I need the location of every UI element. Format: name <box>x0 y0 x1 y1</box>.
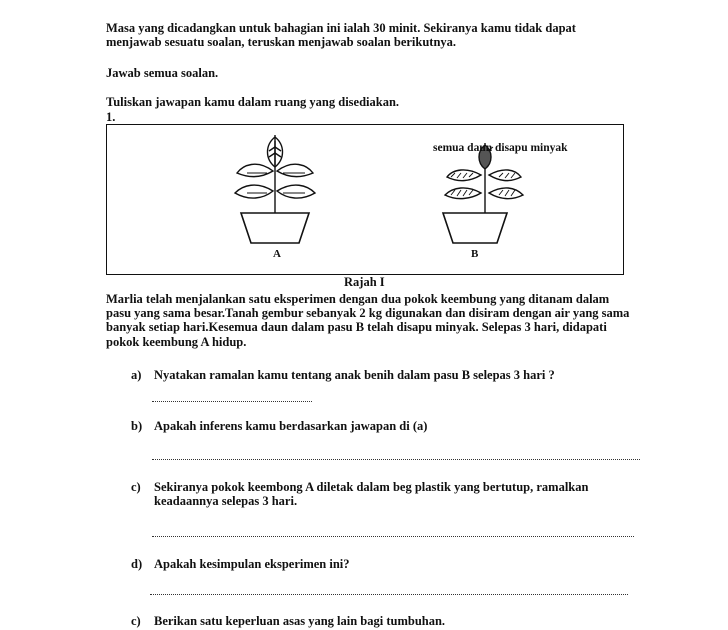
answer-line-d[interactable] <box>150 594 628 595</box>
part-c-letter: c) <box>131 480 141 494</box>
part-a-text: Nyatakan ramalan kamu tentang anak benih dalam pasu B selepas 3 hari ? <box>154 368 555 382</box>
figure-caption: Rajah I <box>344 275 385 289</box>
answer-line-b[interactable] <box>152 459 640 460</box>
pot-a <box>241 213 309 243</box>
part-d-letter: d) <box>131 557 143 571</box>
pot-b <box>443 213 507 243</box>
part-d-text: Apakah kesimpulan eksperimen ini? <box>154 557 350 571</box>
part-a-letter: a) <box>131 368 142 382</box>
label-b: B <box>471 248 479 260</box>
instruction-text: Masa yang dicadangkan untuk bahagian ini ialah 30 minit. Sekiranya kamu tidak dapat menjawab sesuatu soalan, teruskan menjawab soalan berikutnya. <box>106 21 576 50</box>
figure-annotation: semua daun disapu minyak <box>433 142 568 154</box>
label-a: A <box>273 248 281 260</box>
write-answers-text: Tuliskan jawapan kamu dalam ruang yang disediakan. <box>106 95 400 109</box>
part-e-letter: c) <box>131 614 141 628</box>
plant-a-illustration <box>235 135 315 213</box>
question-stem: Marlia telah menjalankan satu eksperimen dengan dua pokok keembung yang ditanam dalam pasu yang sama besar.Tanah gembur sebanyak 2 kg digunakan dan disiram dengan air yang sama banyak setiap hari.Kesemua daun dalam pasu B telah disapu minyak. Selepas 3 hari, didapati pokok keembung A hidup. <box>106 292 630 349</box>
answer-all-text: Jawab semua soalan. <box>106 66 219 80</box>
figure-box <box>106 124 624 275</box>
part-c-text: Sekiranya pokok keembong A diletak dalam beg plastik yang bertutup, ramalkan keadaannya selepas 3 hari. <box>154 480 589 509</box>
part-b-text: Apakah inferens kamu berdasarkan jawapan di (a) <box>154 419 428 433</box>
answer-line-c[interactable] <box>152 536 634 537</box>
answer-line-a[interactable] <box>152 401 312 402</box>
question-number: 1. <box>106 110 116 124</box>
part-b-letter: b) <box>131 419 143 433</box>
part-e-text: Berikan satu keperluan asas yang lain bagi tumbuhan. <box>154 614 446 628</box>
